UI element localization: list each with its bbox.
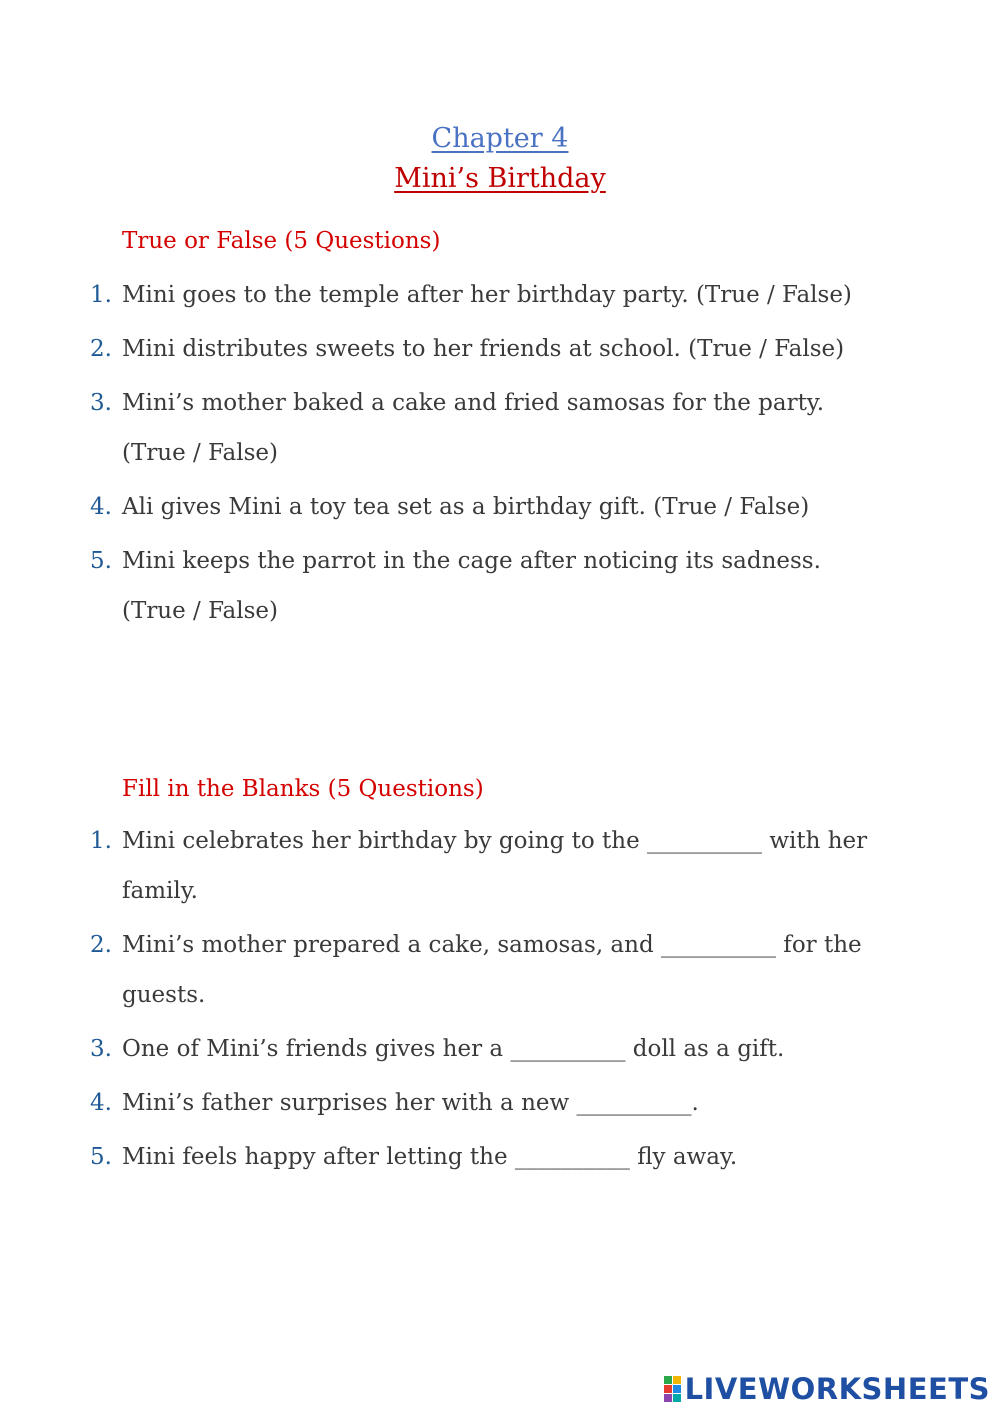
logo-square (664, 1394, 672, 1402)
logo-square (673, 1376, 681, 1384)
true-false-list (0, 270, 1000, 640)
list-item (0, 378, 882, 478)
logo-mark-icon (664, 1376, 681, 1402)
question-number: 1. (90, 828, 112, 854)
liveworksheets-logo[interactable] (664, 1372, 990, 1406)
question-text: Mini keeps the parrot in the cage after noticing its sadness. (True / False) (122, 548, 821, 624)
fill-blanks-list (0, 816, 1000, 1186)
question-number: 2. (90, 336, 112, 362)
question-number: 4. (90, 494, 112, 520)
page-title: Mini’s Birthday (394, 163, 606, 194)
question-number: 3. (90, 1036, 112, 1062)
logo-square (664, 1385, 672, 1393)
question-text: Mini’s mother prepared a cake, samosas, and __________ for the guests. (122, 932, 862, 1008)
logo-square (664, 1376, 672, 1384)
list-item (0, 482, 882, 532)
chapter-title: Chapter 4 (431, 123, 569, 154)
list-item (0, 270, 882, 320)
question-number: 4. (90, 1090, 112, 1116)
question-text: Mini goes to the temple after her birthday party. (True / False) (122, 282, 852, 308)
list-item (0, 324, 882, 374)
true-false-heading: True or False (5 Questions) (122, 228, 441, 254)
list-item (0, 816, 882, 916)
question-text: One of Mini’s friends gives her a __________ doll as a gift. (122, 1036, 785, 1062)
question-number: 5. (90, 1144, 112, 1170)
logo-text: LIVEWORKSHEETS (684, 1372, 990, 1406)
logo-square (673, 1394, 681, 1402)
question-text: Mini distributes sweets to her friends at school. (True / False) (122, 336, 845, 362)
list-item (0, 1132, 882, 1182)
question-text: Mini celebrates her birthday by going to the __________ with her family. (122, 828, 868, 904)
question-number: 5. (90, 548, 112, 574)
question-text: Mini’s father surprises her with a new __________. (122, 1090, 699, 1116)
question-text: Ali gives Mini a toy tea set as a birthday gift. (True / False) (122, 494, 810, 520)
question-number: 3. (90, 390, 112, 416)
logo-square (673, 1385, 681, 1393)
question-text: Mini feels happy after letting the __________ fly away. (122, 1144, 738, 1170)
fill-blanks-heading: Fill in the Blanks (5 Questions) (122, 776, 484, 802)
question-text: Mini’s mother baked a cake and fried samosas for the party. (True / False) (122, 390, 825, 466)
list-item (0, 920, 882, 1020)
question-number: 1. (90, 282, 112, 308)
list-item (0, 1024, 882, 1074)
list-item (0, 1078, 882, 1128)
question-number: 2. (90, 932, 112, 958)
list-item (0, 536, 882, 636)
